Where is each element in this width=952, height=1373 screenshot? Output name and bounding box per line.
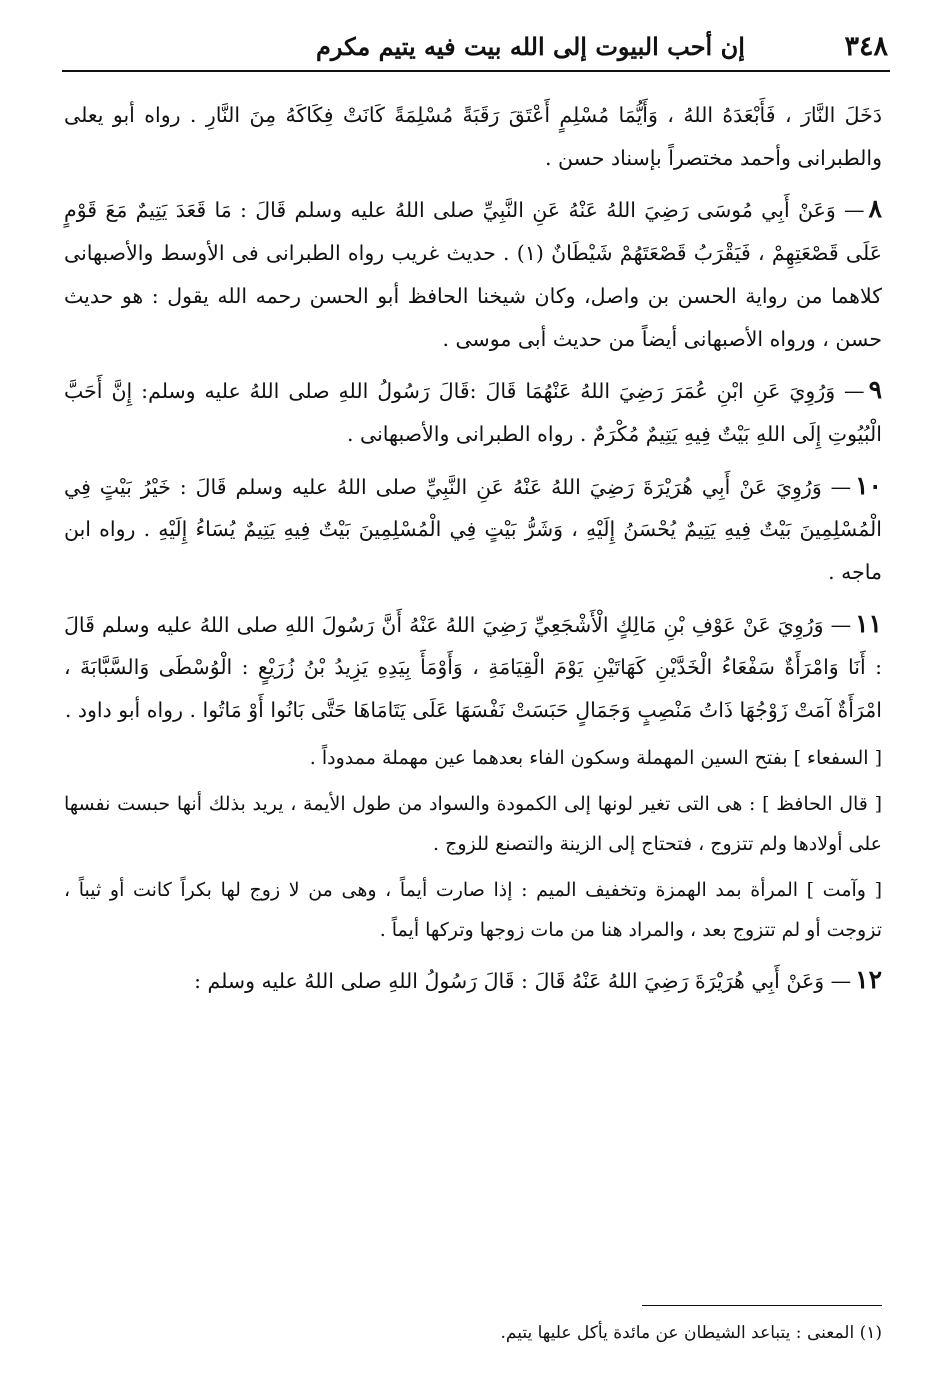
- text-line: إِنَّ أَحَبَّ الْبُيُوتِ إِلَى اللهِ بَيْتٌ فِيهِ يَتِيمٌ مُكْرَمٌ . رواه الطبرانى والأصبهانى .: [64, 379, 882, 446]
- text-line: صلى اللهُ عليه وسلم قَالَ : أَنَا وَامْرَأَةٌ سَفْعَاءُ الْخَدَّيْنِ كَهَاتَيْنِ يَوْمَ الْقِيَامَةِ ، وَأَوْمَأَ بِيَدِهِ: [64, 612, 882, 680]
- text-line: — وَرُوِيَ عَنْ أَبِي هُرَيْرَةَ رَضِيَ اللهُ عَنْهُ عَنِ النَّبِيِّ صلى اللهُ عليه وسلم قَالَ :: [179, 474, 852, 499]
- text-line: [ وآمت ] المرأة بمد الهمزة وتخفيف الميم : إذا صارت أيماً ، وهى من لا زوج لها بكراً: [180, 878, 883, 901]
- hadith-number: ١٢: [855, 964, 882, 994]
- note-paragraph: [64, 784, 882, 864]
- text-line: رواه أبو يعلى والطبرانى وأحمد مختصراً بإسناد حسن .: [64, 103, 882, 170]
- hadith-paragraph: [64, 369, 882, 455]
- text-line: رحمه الله يقول : هو حديث حسن ، ورواه الأصبهانى أيضاً من حديث أبى موسى .: [64, 283, 882, 351]
- hadith-paragraph: [64, 465, 882, 594]
- footnote: (١) المعنى : يتباعد الشيطان عن مائدة يأكل عليها يتيم.: [500, 1323, 882, 1343]
- note-paragraph: [64, 870, 882, 950]
- text-line: يَزِيدُ بْنُ زُرَيْعٍ : الْوُسْطَى وَالسَّبَّابَةَ ، امْرَأَةٌ آمَتْ زَوْجُهَا ذَاتُ مَنْصِبٍ وَجَمَالٍ حَبَسَتْ: [64, 655, 882, 723]
- text-line: فى الأوسط والأصبهانى كلاهما من رواية الحسن بن واصل، وكان شيخنا الحافظ أبو الحسن: [64, 241, 882, 308]
- header-rule: [62, 70, 890, 72]
- text-line: يَتِيمٌ يُسَاءُ إِلَيْهِ . رواه ابن ماجه .: [64, 517, 882, 585]
- text-line: نَفْسَهَا عَلَى يَتَامَاهَا حَتَّى بَانُوا أَوْ مَاتُوا . رواه أبو داود .: [64, 698, 505, 723]
- hadith-number: ١١: [855, 608, 882, 638]
- hadith-paragraph: [64, 188, 882, 360]
- text-line: خَيْرُ بَيْتٍ فِي الْمُسْلِمِينَ بَيْتٌ فِيهِ يَتِيمٌ يُحْسَنُ إِلَيْهِ ، وَشَرُّ بَيْتٍ فِي الْمُسْلِمِينَ بَيْتٌ فِيهِ: [64, 474, 883, 542]
- text-paragraph: [64, 94, 882, 179]
- text-line: [ السفعاء ] بفتح السين المهملة وسكون الفاء بعدهما عين مهملة ممدوداً .: [309, 746, 882, 769]
- text-line: — وَعَنْ أَبِي هُرَيْرَةَ رَضِيَ اللهُ عَنْهُ قَالَ : قَالَ رَسُولُ اللهِ صلى اللهُ عليه وسلم :: [194, 968, 852, 993]
- page-number: ٣٤٨: [844, 30, 888, 62]
- hadith-number: ٨: [868, 194, 882, 224]
- text-line: كانت أو ثيباً ، تزوجت أو لم تتزوج بعد ، والمراد هنا من مات زوجها وتركها أيماً .: [64, 878, 882, 941]
- text-line: — وَعَنْ أَبِي مُوسَى رَضِيَ اللهُ عَنْهُ عَنِ النَّبِيِّ صلى اللهُ عليه وسلم قَالَ : مَا قَعَدَ: [175, 198, 865, 223]
- text-line: — وَرُوِيَ عَنِ ابْنِ عُمَرَ رَضِيَ اللهُ عَنْهُمَا قَالَ :قَالَ رَسُولُ اللهِ صلى اللهُ عليه وسلم:: [141, 379, 865, 404]
- footnote-rule: [642, 1305, 882, 1306]
- note-paragraph: [64, 738, 882, 778]
- page-body: [64, 94, 882, 1003]
- hadith-paragraph: [64, 603, 882, 732]
- running-title: إن أحب البيوت إلى الله بيت فيه يتيم مكرم: [316, 31, 745, 61]
- page-header: [66, 22, 886, 70]
- text-line: [ قال الحافظ ] : هى التى تغير لونها إلى الكمودة والسواد من طول الأيمة ، يريد: [252, 792, 882, 815]
- hadith-number: ٩: [868, 375, 882, 405]
- text-line: دَخَلَ النَّارَ ، فَأَبْعَدَهُ اللهُ ، وَأَيُّمَا مُسْلِمٍ أَعْتَقَ رَقَبَةً مُسْلِمَةً كَانَتْ فِكَاكَهُ مِنَ النَّارِ .: [189, 103, 882, 127]
- hadith-paragraph: [64, 959, 882, 1003]
- text-line: بذلك أنها حبست نفسها على أولادها ولم تتزوج ، فتحتاج إلى الزينة والتصنع للزوج .: [64, 792, 882, 855]
- hadith-number: ١٠: [855, 470, 882, 500]
- text-line: يَتِيمٌ مَعَ قَوْمٍ عَلَى قَصْعَتِهِمْ ، فَيَقْرَبُ قَصْعَتَهُمْ شَيْطَانٌ (١) . حديث غريب رواه الطبرانى: [64, 198, 882, 266]
- text-line: — وَرُوِيَ عَنْ عَوْفِ بْنِ مَالِكٍ الْأَشْجَعِيِّ رَضِيَ اللهُ عَنْهُ أَنَّ رَسُولَ اللهِ: [284, 612, 852, 637]
